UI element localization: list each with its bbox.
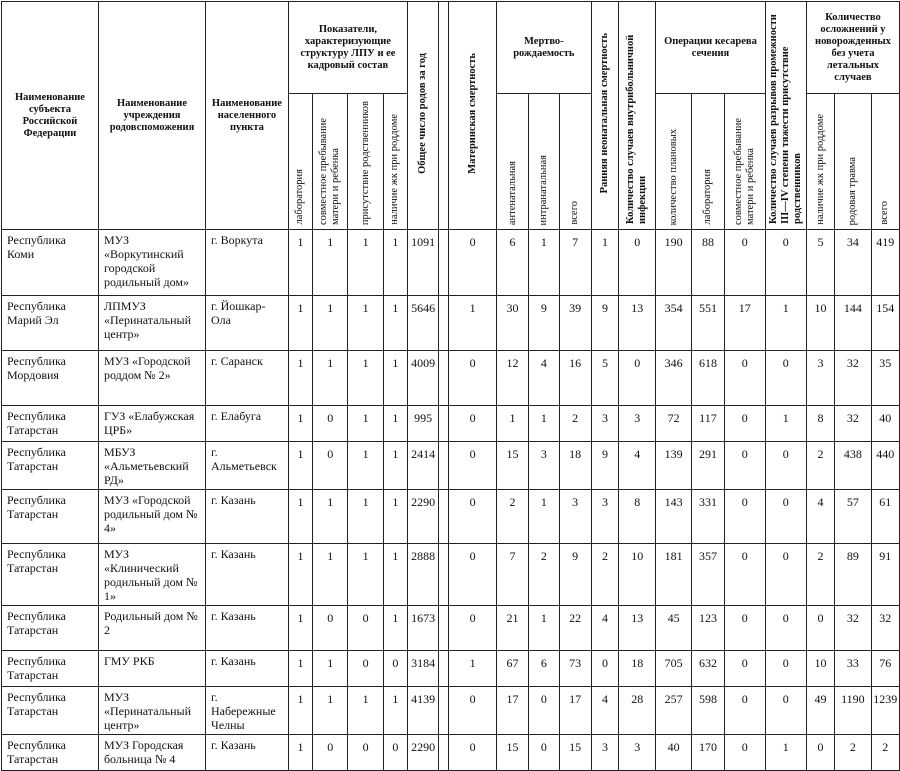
table-row <box>2 442 900 490</box>
table-row <box>2 735 900 771</box>
value-cell: 88 <box>691 230 724 296</box>
value-cell: 5 <box>591 351 618 406</box>
institution-cell: МУЗ «Перинатальный центр» <box>98 687 205 735</box>
value-cell: 4 <box>529 351 559 406</box>
value-cell: 0 <box>449 490 496 544</box>
value-cell: 4 <box>619 442 656 490</box>
value-cell: 2 <box>591 544 618 606</box>
value-cell: 0 <box>725 735 765 771</box>
value-cell: 13 <box>619 296 656 351</box>
header-stillbirth-group: Мертво-рождаемость <box>496 2 591 94</box>
value-cell: 0 <box>449 230 496 296</box>
subject-cell: Республика Татарстан <box>2 490 99 544</box>
header-locality: Наименование населенного пункта <box>206 2 289 230</box>
value-cell: 1 <box>313 687 348 735</box>
value-cell: 0 <box>725 351 765 406</box>
value-cell: 1 <box>313 351 348 406</box>
locality-cell: г. Саранск <box>206 351 289 406</box>
value-cell: 354 <box>656 296 691 351</box>
value-cell: 1 <box>348 687 383 735</box>
value-cell: 2 <box>806 544 834 606</box>
value-cell: 8 <box>806 406 834 442</box>
value-cell: 1 <box>288 687 312 735</box>
value-cell: 598 <box>691 687 724 735</box>
value-cell: 1673 <box>408 606 439 651</box>
value-cell: 2 <box>806 442 834 490</box>
value-cell: 0 <box>725 490 765 544</box>
value-cell: 18 <box>619 651 656 687</box>
value-cell: 9 <box>591 442 618 490</box>
locality-cell: г. Йошкар-Ола <box>206 296 289 351</box>
value-cell: 5 <box>806 230 834 296</box>
value-cell: 1 <box>383 687 407 735</box>
spacer-cell <box>439 606 449 651</box>
value-cell: 2 <box>496 490 528 544</box>
header-wc-at-rd: наличие жк при роддоме <box>383 94 407 230</box>
spacer-cell <box>439 687 449 735</box>
table-row <box>2 406 900 442</box>
value-cell: 33 <box>835 651 871 687</box>
header-caesarean-joint-stay: совместное пребывание матери и ребенка <box>725 94 765 230</box>
value-cell: 3 <box>529 442 559 490</box>
value-cell: 45 <box>656 606 691 651</box>
locality-cell: г. Альметьевск <box>206 442 289 490</box>
value-cell: 4 <box>806 490 834 544</box>
value-cell: 40 <box>871 406 899 442</box>
value-cell: 0 <box>806 735 834 771</box>
header-subject: Наименование субъекта Российской Федерации <box>2 2 99 230</box>
header-complications-wc: наличие жк при роддоме <box>806 94 834 230</box>
value-cell: 32 <box>871 606 899 651</box>
value-cell: 61 <box>871 490 899 544</box>
spacer-cell <box>439 406 449 442</box>
header-infections: Количество случаев внутрибольничной инфекции <box>619 2 656 230</box>
value-cell: 181 <box>656 544 691 606</box>
header-planned-count: количество плановых <box>656 94 691 230</box>
value-cell: 2 <box>835 735 871 771</box>
locality-cell: г. Воркута <box>206 230 289 296</box>
value-cell: 1 <box>383 230 407 296</box>
value-cell: 1 <box>765 406 806 442</box>
value-cell: 10 <box>806 296 834 351</box>
value-cell: 1091 <box>408 230 439 296</box>
table-row <box>2 687 900 735</box>
spacer-cell <box>439 490 449 544</box>
value-cell: 0 <box>765 351 806 406</box>
value-cell: 1 <box>383 296 407 351</box>
value-cell: 1 <box>313 230 348 296</box>
value-cell: 1 <box>348 544 383 606</box>
value-cell: 89 <box>835 544 871 606</box>
header-complications-group: Количество осложнений у новорожденных без учета летальных случаев <box>806 2 899 94</box>
value-cell: 123 <box>691 606 724 651</box>
value-cell: 0 <box>765 442 806 490</box>
value-cell: 419 <box>871 230 899 296</box>
value-cell: 3 <box>591 735 618 771</box>
value-cell: 7 <box>559 230 591 296</box>
value-cell: 1 <box>288 544 312 606</box>
value-cell: 3 <box>591 490 618 544</box>
value-cell: 40 <box>656 735 691 771</box>
value-cell: 438 <box>835 442 871 490</box>
value-cell: 32 <box>835 406 871 442</box>
table-row <box>2 296 900 351</box>
value-cell: 3 <box>591 406 618 442</box>
value-cell: 4 <box>591 606 618 651</box>
table-body <box>2 230 900 771</box>
value-cell: 0 <box>449 544 496 606</box>
value-cell: 10 <box>619 544 656 606</box>
value-cell: 1 <box>449 296 496 351</box>
value-cell: 705 <box>656 651 691 687</box>
spacer-cell <box>439 442 449 490</box>
subject-cell: Республика Татарстан <box>2 544 99 606</box>
header-antenatal: антенатальная <box>496 94 528 230</box>
value-cell: 16 <box>559 351 591 406</box>
value-cell: 2888 <box>408 544 439 606</box>
locality-cell: г. Елабуга <box>206 406 289 442</box>
value-cell: 1 <box>529 230 559 296</box>
value-cell: 143 <box>656 490 691 544</box>
value-cell: 2290 <box>408 490 439 544</box>
value-cell: 1 <box>288 735 312 771</box>
institution-cell: МБУЗ «Альметьевский РД» <box>98 442 205 490</box>
subject-cell: Республика Мордовия <box>2 351 99 406</box>
value-cell: 1 <box>313 490 348 544</box>
institution-cell: ГМУ РКБ <box>98 651 205 687</box>
header-lab: лаборатория <box>288 94 312 230</box>
value-cell: 4 <box>591 687 618 735</box>
value-cell: 1 <box>348 442 383 490</box>
locality-cell: г. Казань <box>206 490 289 544</box>
value-cell: 0 <box>725 687 765 735</box>
value-cell: 91 <box>871 544 899 606</box>
table-row <box>2 351 900 406</box>
value-cell: 1 <box>288 651 312 687</box>
value-cell: 1190 <box>835 687 871 735</box>
header-spacer <box>439 2 449 230</box>
value-cell: 0 <box>449 606 496 651</box>
institution-cell: Родильный дом № 2 <box>98 606 205 651</box>
value-cell: 2414 <box>408 442 439 490</box>
value-cell: 1 <box>288 442 312 490</box>
value-cell: 73 <box>559 651 591 687</box>
header-relatives: присутствие родственников <box>348 94 383 230</box>
value-cell: 1 <box>288 351 312 406</box>
value-cell: 257 <box>656 687 691 735</box>
value-cell: 1 <box>288 490 312 544</box>
header-caesarean-lab: лаборатория <box>691 94 724 230</box>
value-cell: 32 <box>835 351 871 406</box>
spacer-cell <box>439 735 449 771</box>
table-row <box>2 606 900 651</box>
value-cell: 0 <box>313 735 348 771</box>
header-ruptures: Количество случаев разрывов промежности III—IV степени тяжести присутствие родственников <box>765 2 806 230</box>
value-cell: 1 <box>288 230 312 296</box>
value-cell: 0 <box>313 406 348 442</box>
value-cell: 67 <box>496 651 528 687</box>
value-cell: 1 <box>591 230 618 296</box>
value-cell: 8 <box>619 490 656 544</box>
value-cell: 0 <box>765 544 806 606</box>
header-indicators-group: Показатели, характеризующие структуру ЛПУ и ее кадровый состав <box>288 2 407 94</box>
table-row <box>2 490 900 544</box>
header-early-neonatal: Ранняя неонатальная смертность <box>591 2 618 230</box>
value-cell: 1 <box>383 406 407 442</box>
subject-cell: Республика Татарстан <box>2 606 99 651</box>
value-cell: 0 <box>449 687 496 735</box>
value-cell: 117 <box>691 406 724 442</box>
value-cell: 2290 <box>408 735 439 771</box>
value-cell: 0 <box>449 351 496 406</box>
value-cell: 28 <box>619 687 656 735</box>
institution-cell: МУЗ «Городской родильный дом № 4» <box>98 490 205 544</box>
value-cell: 1 <box>348 351 383 406</box>
value-cell: 0 <box>765 651 806 687</box>
value-cell: 357 <box>691 544 724 606</box>
value-cell: 0 <box>449 735 496 771</box>
value-cell: 72 <box>656 406 691 442</box>
value-cell: 1 <box>765 735 806 771</box>
header-complications-total: всего <box>871 94 899 230</box>
value-cell: 7 <box>496 544 528 606</box>
value-cell: 0 <box>725 651 765 687</box>
value-cell: 49 <box>806 687 834 735</box>
value-cell: 1 <box>348 490 383 544</box>
value-cell: 17 <box>559 687 591 735</box>
locality-cell: г. Набережные Челны <box>206 687 289 735</box>
value-cell: 9 <box>529 296 559 351</box>
value-cell: 331 <box>691 490 724 544</box>
value-cell: 1 <box>449 651 496 687</box>
value-cell: 1 <box>529 606 559 651</box>
value-cell: 0 <box>765 490 806 544</box>
subject-cell: Республика Марий Эл <box>2 296 99 351</box>
maternity-stats-table <box>1 1 900 771</box>
spacer-cell <box>439 230 449 296</box>
value-cell: 0 <box>591 651 618 687</box>
value-cell: 76 <box>871 651 899 687</box>
header-intranatal: интранатальная <box>529 94 559 230</box>
value-cell: 1 <box>383 490 407 544</box>
header-stillbirth-total: всего <box>559 94 591 230</box>
value-cell: 15 <box>496 735 528 771</box>
value-cell: 2 <box>529 544 559 606</box>
header-joint-stay: совместное пребывание матери и ребенка <box>313 94 348 230</box>
value-cell: 0 <box>348 651 383 687</box>
value-cell: 22 <box>559 606 591 651</box>
value-cell: 0 <box>619 230 656 296</box>
value-cell: 17 <box>496 687 528 735</box>
value-cell: 30 <box>496 296 528 351</box>
value-cell: 0 <box>348 606 383 651</box>
value-cell: 1 <box>313 651 348 687</box>
table-row <box>2 651 900 687</box>
value-cell: 1 <box>313 544 348 606</box>
institution-cell: ЛПМУЗ «Перинатальный центр» <box>98 296 205 351</box>
header-maternal-mortality: Материнская смертность <box>449 2 496 230</box>
subject-cell: Республика Татарстан <box>2 735 99 771</box>
subject-cell: Республика Татарстан <box>2 651 99 687</box>
value-cell: 1 <box>383 606 407 651</box>
value-cell: 0 <box>765 230 806 296</box>
value-cell: 0 <box>725 442 765 490</box>
value-cell: 0 <box>383 735 407 771</box>
spacer-cell <box>439 544 449 606</box>
value-cell: 3 <box>619 735 656 771</box>
value-cell: 1 <box>529 490 559 544</box>
value-cell: 1 <box>288 606 312 651</box>
value-cell: 1 <box>529 406 559 442</box>
value-cell: 0 <box>529 735 559 771</box>
value-cell: 2 <box>871 735 899 771</box>
spacer-cell <box>439 351 449 406</box>
value-cell: 32 <box>835 606 871 651</box>
locality-cell: г. Казань <box>206 735 289 771</box>
value-cell: 21 <box>496 606 528 651</box>
value-cell: 144 <box>835 296 871 351</box>
value-cell: 6 <box>496 230 528 296</box>
institution-cell: МУЗ «Воркутинский городской родильный дом» <box>98 230 205 296</box>
value-cell: 12 <box>496 351 528 406</box>
value-cell: 0 <box>383 651 407 687</box>
institution-cell: МУЗ Городская больница № 4 <box>98 735 205 771</box>
header-caesarean-group: Операции кесарева сечения <box>656 2 765 94</box>
value-cell: 1 <box>348 406 383 442</box>
locality-cell: г. Казань <box>206 544 289 606</box>
value-cell: 0 <box>765 606 806 651</box>
value-cell: 34 <box>835 230 871 296</box>
value-cell: 0 <box>765 687 806 735</box>
value-cell: 0 <box>348 735 383 771</box>
subject-cell: Республика Татарстан <box>2 406 99 442</box>
value-cell: 1 <box>288 406 312 442</box>
value-cell: 15 <box>496 442 528 490</box>
value-cell: 18 <box>559 442 591 490</box>
value-cell: 0 <box>313 442 348 490</box>
subject-cell: Республика Коми <box>2 230 99 296</box>
value-cell: 4009 <box>408 351 439 406</box>
value-cell: 139 <box>656 442 691 490</box>
value-cell: 5646 <box>408 296 439 351</box>
table-row <box>2 544 900 606</box>
table-row <box>2 230 900 296</box>
locality-cell: г. Казань <box>206 606 289 651</box>
value-cell: 632 <box>691 651 724 687</box>
value-cell: 2 <box>559 406 591 442</box>
value-cell: 0 <box>725 230 765 296</box>
value-cell: 0 <box>449 442 496 490</box>
value-cell: 0 <box>806 606 834 651</box>
value-cell: 154 <box>871 296 899 351</box>
locality-cell: г. Казань <box>206 651 289 687</box>
value-cell: 1 <box>496 406 528 442</box>
value-cell: 1 <box>348 296 383 351</box>
value-cell: 440 <box>871 442 899 490</box>
value-cell: 0 <box>529 687 559 735</box>
value-cell: 3 <box>559 490 591 544</box>
value-cell: 0 <box>619 351 656 406</box>
value-cell: 3 <box>619 406 656 442</box>
value-cell: 9 <box>559 544 591 606</box>
value-cell: 995 <box>408 406 439 442</box>
value-cell: 618 <box>691 351 724 406</box>
value-cell: 6 <box>529 651 559 687</box>
value-cell: 1 <box>383 544 407 606</box>
value-cell: 0 <box>725 606 765 651</box>
value-cell: 35 <box>871 351 899 406</box>
value-cell: 190 <box>656 230 691 296</box>
value-cell: 1 <box>348 230 383 296</box>
value-cell: 10 <box>806 651 834 687</box>
value-cell: 0 <box>725 406 765 442</box>
value-cell: 170 <box>691 735 724 771</box>
value-cell: 1239 <box>871 687 899 735</box>
value-cell: 1 <box>313 296 348 351</box>
institution-cell: ГУЗ «Елабужская ЦРБ» <box>98 406 205 442</box>
header-total-births: Общее число родов за год <box>408 2 439 230</box>
value-cell: 57 <box>835 490 871 544</box>
value-cell: 9 <box>591 296 618 351</box>
value-cell: 1 <box>383 351 407 406</box>
value-cell: 291 <box>691 442 724 490</box>
header-institution: Наименование учреждения родовспоможения <box>98 2 205 230</box>
value-cell: 0 <box>449 406 496 442</box>
value-cell: 0 <box>725 544 765 606</box>
value-cell: 3 <box>806 351 834 406</box>
header-birth-trauma: родовая травма <box>835 94 871 230</box>
institution-cell: МУЗ «Городской роддом № 2» <box>98 351 205 406</box>
value-cell: 13 <box>619 606 656 651</box>
value-cell: 4139 <box>408 687 439 735</box>
institution-cell: МУЗ «Клинический родильный дом № 1» <box>98 544 205 606</box>
spacer-cell <box>439 651 449 687</box>
value-cell: 0 <box>313 606 348 651</box>
subject-cell: Республика Татарстан <box>2 442 99 490</box>
value-cell: 1 <box>383 442 407 490</box>
value-cell: 346 <box>656 351 691 406</box>
header-row-1 <box>2 2 900 94</box>
value-cell: 17 <box>725 296 765 351</box>
value-cell: 551 <box>691 296 724 351</box>
subject-cell: Республика Татарстан <box>2 687 99 735</box>
value-cell: 3184 <box>408 651 439 687</box>
value-cell: 1 <box>765 296 806 351</box>
value-cell: 15 <box>559 735 591 771</box>
value-cell: 39 <box>559 296 591 351</box>
spacer-cell <box>439 296 449 351</box>
value-cell: 1 <box>288 296 312 351</box>
